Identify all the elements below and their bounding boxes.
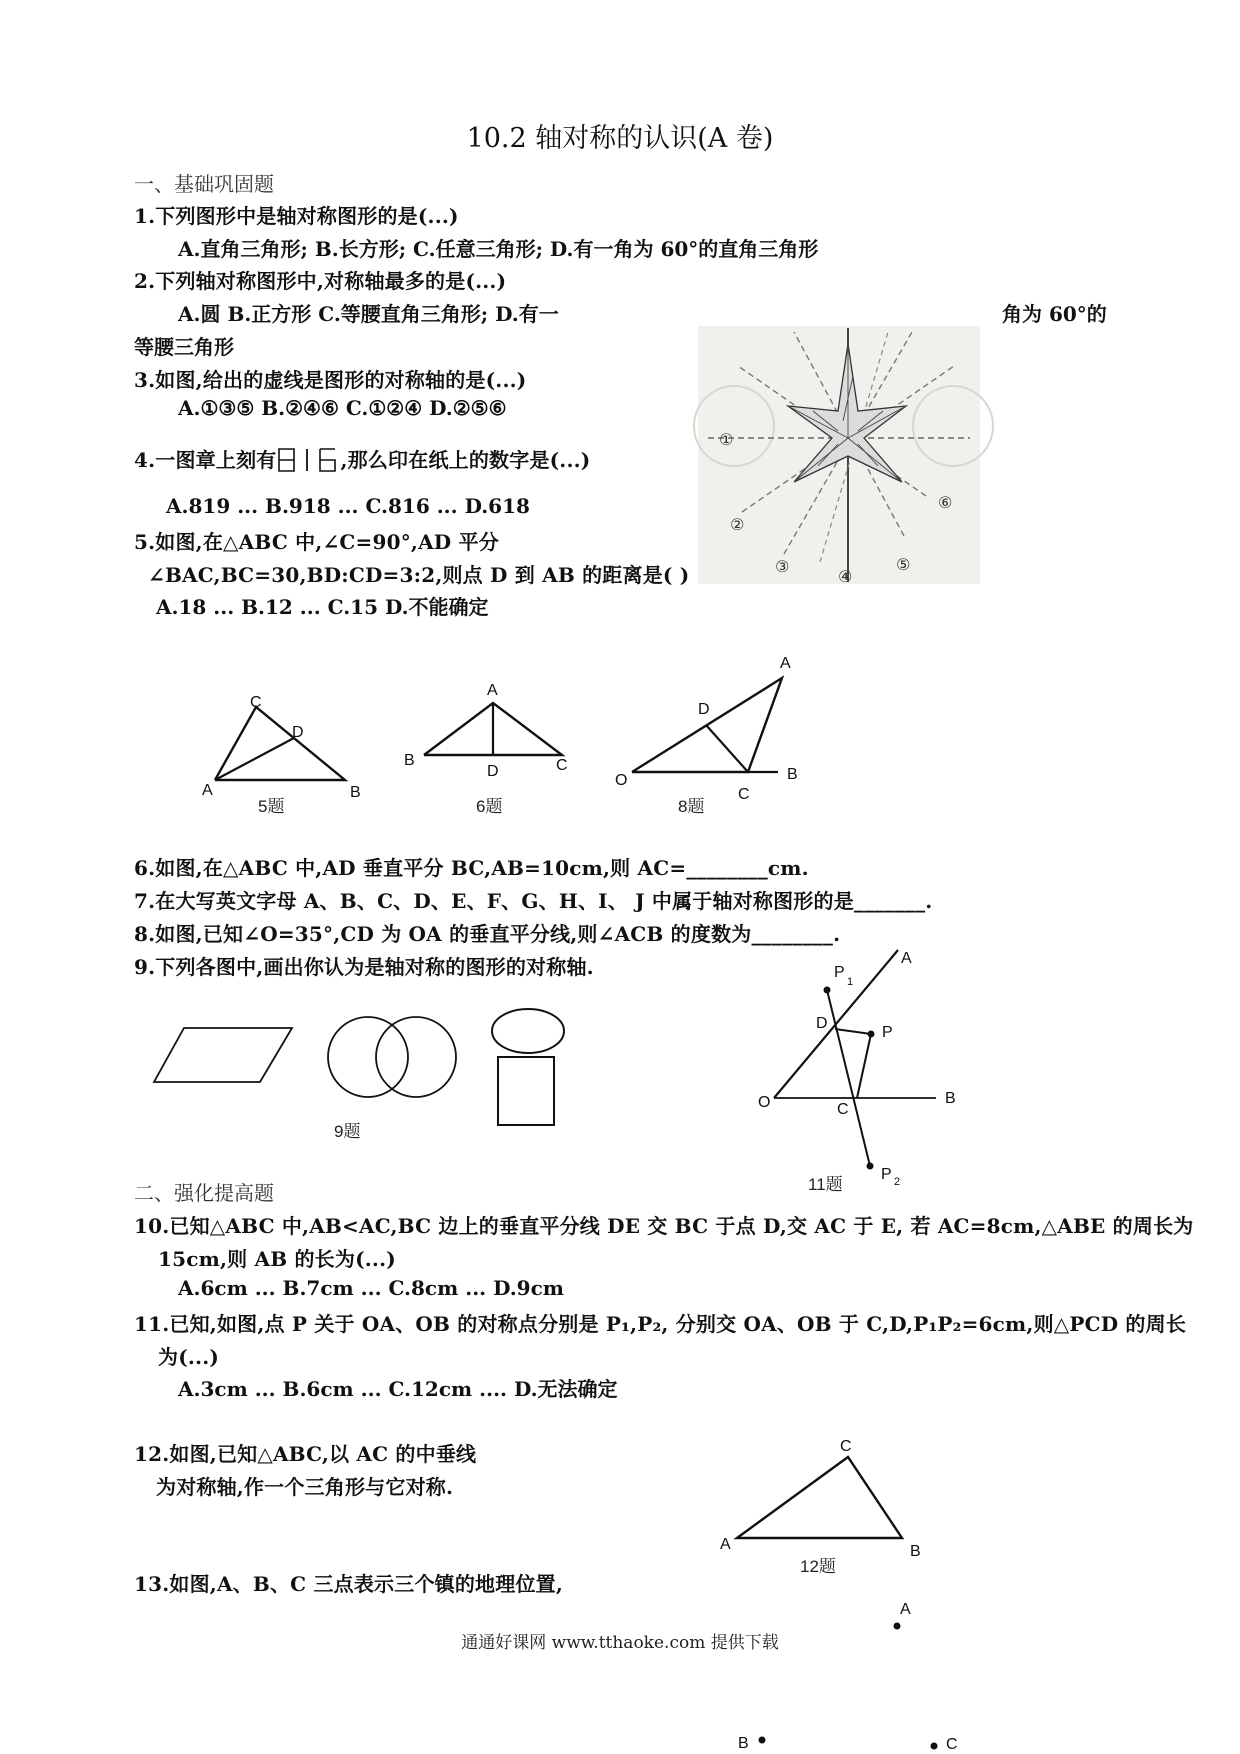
question-3: 3.如图,给出的虚线是图形的对称轴的是(...)	[134, 368, 527, 392]
question-10-line-2: 15cm,则 AB 的长为(...)	[158, 1247, 396, 1271]
figure-12-triangle	[730, 1450, 910, 1560]
figure-11-label-p2-sub: 2	[894, 1176, 901, 1188]
question-2-options: A.圆 B.正方形 C.等腰直角三角形; D.有一	[178, 302, 559, 326]
figure-9-parallelogram	[150, 1020, 300, 1090]
figure-12-label-b: B	[910, 1543, 921, 1560]
figure-8-caption: 8题	[678, 797, 705, 816]
section-heading-basic: 一、基础巩固题	[134, 172, 274, 196]
star-label-5: ⑤	[896, 555, 911, 574]
figure-11-label-p1-sub: 1	[847, 976, 854, 988]
figure-5-label-a: A	[202, 782, 213, 799]
figure-12-label-a: A	[720, 1536, 731, 1553]
figure-8-label-b: B	[787, 766, 798, 783]
figure-13-label-c: C	[946, 1736, 958, 1753]
question-2-options-cont: 等腰三角形	[134, 335, 234, 359]
figure-6-label-d: D	[487, 763, 499, 780]
figure-13-points	[740, 1590, 980, 1750]
question-8: 8.如图,已知∠O=35°,CD 为 OA 的垂直平分线,则∠ACB 的度数为________.	[134, 922, 841, 946]
figure-11-label-p: P	[882, 1024, 893, 1041]
figure-11-label-p1: P	[834, 964, 845, 981]
question-13: 13.如图,A、B、C 三点表示三个镇的地理位置,	[134, 1572, 564, 1596]
question-4-prefix: 4.一图章上刻有	[134, 448, 277, 472]
star-label-6: ⑥	[938, 493, 953, 512]
figure-8-label-o: O	[615, 772, 628, 789]
page-title: 10.2 轴对称的认识(A 卷)	[466, 123, 774, 154]
figure-11-reflection	[740, 950, 980, 1180]
question-9: 9.下列各图中,画出你认为是轴对称的图形的对称轴.	[134, 955, 594, 979]
figure-5-label-c: C	[250, 694, 262, 711]
star-symmetry-figure	[698, 326, 980, 584]
question-6: 6.如图,在△ABC 中,AD 垂直平分 BC,AB=10cm,则 AC=________cm.	[134, 856, 809, 880]
figure-6-caption: 6题	[476, 797, 503, 816]
question-5-line-2: ∠BAC,BC=30,BD:CD=3:2,则点 D 到 AB 的距离是( )	[148, 563, 690, 587]
figure-12-caption: 12题	[800, 1557, 836, 1576]
question-1: 1.下列图形中是轴对称图形的是(...)	[134, 204, 459, 228]
figure-9-overlapping-circles	[322, 1013, 462, 1103]
question-12-line-2: 为对称轴,作一个三角形与它对称.	[156, 1475, 454, 1499]
figure-11-label-d: D	[816, 1015, 828, 1032]
stamp-digits-figure	[276, 445, 340, 473]
figure-11-label-c: C	[837, 1101, 849, 1118]
figure-11-label-o: O	[758, 1094, 771, 1111]
section-heading-advanced: 二、强化提高题	[134, 1181, 274, 1205]
figure-11-label-p2: P	[881, 1166, 892, 1183]
question-11-options: A.3cm ... B.6cm ... C.12cm .... D.无法确定	[178, 1377, 618, 1401]
figure-8-label-a: A	[780, 655, 791, 672]
figure-12-label-c: C	[840, 1438, 852, 1455]
figure-8-label-c: C	[738, 786, 750, 803]
question-11-line-2: 为(...)	[158, 1345, 220, 1369]
figure-5-label-b: B	[350, 784, 361, 801]
question-12-line-1: 12.如图,已知△ABC,以 AC 的中垂线	[134, 1442, 477, 1466]
figure-13-label-b: B	[738, 1735, 749, 1752]
star-label-2: ②	[730, 515, 745, 534]
question-2: 2.下列轴对称图形中,对称轴最多的是(...)	[134, 269, 507, 293]
figure-5-caption: 5题	[258, 797, 285, 816]
figure-5-label-d: D	[292, 724, 304, 741]
figure-11-label-b: B	[945, 1090, 956, 1107]
star-label-1: ①	[719, 430, 734, 449]
figure-8-label-d: D	[698, 701, 710, 718]
question-4	[134, 444, 590, 473]
figure-11-label-a: A	[901, 950, 912, 967]
figure-6-label-c: C	[556, 757, 568, 774]
page-footer: 通通好课网 www.tthaoke.com 提供下载	[461, 1633, 779, 1653]
question-2-options-tail: 角为 60°的	[1002, 302, 1107, 326]
question-1-options: A.直角三角形; B.长方形; C.任意三角形; D.有一角为 60°的直角三角形	[178, 237, 819, 261]
question-3-options: A.①③⑤ B.②④⑥ C.①②④ D.②⑤⑥	[178, 396, 507, 420]
figure-13-label-a: A	[900, 1601, 911, 1618]
star-label-3: ③	[775, 557, 790, 576]
figure-9-ellipse-rectangle	[488, 1005, 568, 1135]
question-10-line-1: 10.已知△ABC 中,AB<AC,BC 边上的垂直平分线 DE 交 BC 于点 D,交 AC 于 E, 若 AC=8cm,△ABE 的周长为	[134, 1214, 1194, 1238]
question-11-line-1: 11.已知,如图,点 P 关于 OA、OB 的对称点分别是 P₁,P₂, 分别交 OA、OB 于 C,D,P₁P₂=6cm,则△PCD 的周长	[134, 1312, 1187, 1336]
question-4-options: A.819 ... B.918 ... C.816 ... D.618	[166, 494, 530, 518]
figure-6-label-a: A	[487, 682, 498, 699]
question-5-line-1: 5.如图,在△ABC 中,∠C=90°,AD 平分	[134, 530, 499, 554]
figure-11-caption: 11题	[808, 1175, 843, 1194]
star-label-4: ④	[838, 567, 853, 586]
question-5-options: A.18 ... B.12 ... C.15 D.不能确定	[156, 595, 489, 619]
figure-5-triangle	[190, 690, 390, 840]
question-4-suffix: ,那么印在纸上的数字是(...)	[340, 448, 591, 472]
figure-6-label-b: B	[404, 752, 415, 769]
question-10-options: A.6cm ... B.7cm ... C.8cm ... D.9cm	[178, 1276, 564, 1300]
figure-9-caption: 9题	[334, 1122, 361, 1141]
question-7: 7.在大写英文字母 A、B、C、D、E、F、G、H、I、 J 中属于轴对称图形的是_______.	[134, 889, 933, 913]
